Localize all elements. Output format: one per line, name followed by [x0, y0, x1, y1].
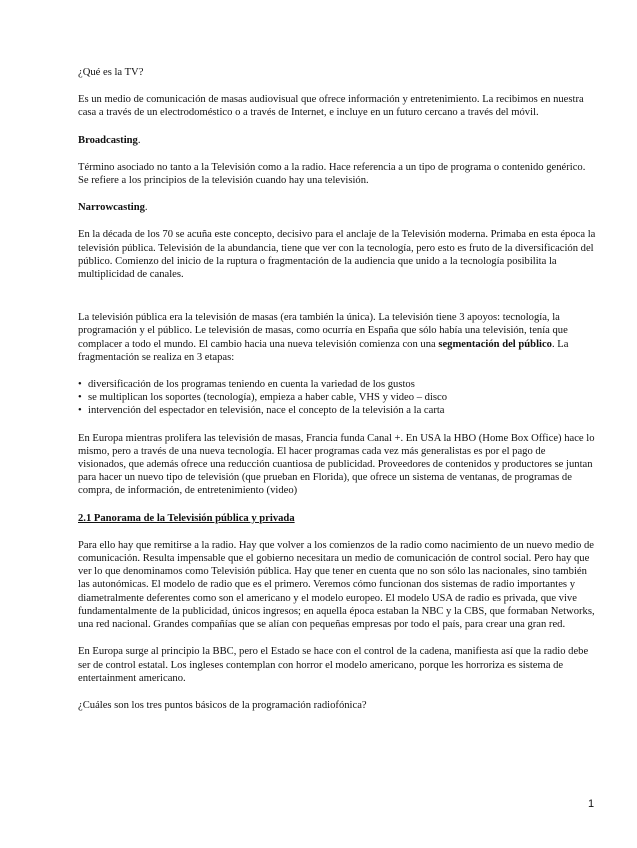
- bullet-icon: •: [78, 392, 82, 404]
- list-item: [78, 391, 596, 404]
- broadcasting-heading: [78, 134, 596, 147]
- list-item: [78, 404, 596, 417]
- broadcasting-paragraph: Término asociado no tanto a la Televisión como a la radio. Hace referencia a un tipo de programa o contenido genérico. Se refiere a los principios de la televisión cuando hay una televisión.: [78, 161, 586, 187]
- public-tv-paragraph: [78, 311, 596, 364]
- narrowcasting-title: Narrowcasting: [78, 202, 145, 214]
- stages-list: [78, 378, 596, 418]
- narrowcasting-paragraph: En la década de los 70 se acuña este concepto, decisivo para el anclaje de la Televisión moderna. Primaba en esta época la televisión pública. Televisión de la abundancia, tiene que ver con la tecnología, pero esto es fruto de la diversificación del público. Comienzo del inicio de la ruptura o fragmentación de la audiencia que unido a la tecnología posibilita la multiplicidad de canales.: [78, 229, 596, 281]
- narrowcasting-heading: [78, 201, 596, 214]
- list-item: [78, 378, 596, 391]
- list-item-text: se multiplican los soportes (tecnología), empieza a haber cable, VHS y video – disco: [88, 392, 448, 404]
- section-title: 2.1 Panorama de la Televisión pública y privada: [78, 512, 295, 524]
- public-tv-text-after: . La fragmentación se realiza en 3 etapas:: [78, 338, 569, 363]
- list-item-text: intervención del espectador en televisión, nace el concepto de la televisión a la carta: [88, 405, 445, 417]
- question-title: ¿Qué es la TV?: [78, 67, 144, 78]
- bullet-icon: •: [78, 379, 82, 391]
- section-paragraph-2: En Europa surge al principio la BBC, pero el Estado se hace con el control de la cadena, manifiesta así que la radio debe ser de control estatal. Los ingleses contemplan con horror el modelo americano, porque les horroriza es sistema de entertainment americano.: [78, 646, 589, 684]
- public-tv-bold-phrase: segmentación del público: [438, 338, 552, 350]
- section-paragraph-1: Para ello hay que remitirse a la radio. Hay que volver a los comienzos de la radio como nacimiento de un nuevo medio de comunicación. Resulta impensable que el gobierno necesitara un medio de comunicación de control social. Pero hay que ver lo que denominamos como Televisión pública. Hay que tener en cuenta que no son sólo las nacionales, sino también las autonómicas. El modelo de radio que es el primero. Veremos cómo funcionan dos sistemas de radio importantes y diametralmente deferentes como son el americano y el modelo europeo. El modelo USA de radio es privada, que vive fundamentalmente de la publicidad, únicos ingresos; en aquella época estaban la NBC y la CBS, que formaban Networks, una red nacional. Grandes compañías que se alían con pequeñas empresas por todo el país, para crear una gran red.: [78, 539, 595, 631]
- broadcasting-title-period: .: [137, 134, 141, 146]
- document-page: [78, 66, 596, 726]
- page-number: 1: [588, 798, 595, 810]
- narrowcasting-title-period: .: [144, 202, 148, 214]
- intro-paragraph: Es un medio de comunicación de masas audiovisual que ofrece información y entretenimiento. La recibimos en nuestra casa a través de un electrodoméstico o a través de Internet, e incluye en un futuro cercano a través del móvil.: [78, 94, 584, 119]
- spacer: [78, 295, 596, 311]
- list-item-text: diversificación de los programas teniendo en cuenta la variedad de los gustos: [88, 379, 415, 391]
- europe-usa-paragraph: En Europa mientras prolifera las televisión de masas, Francia funda Canal +. En USA la HBO (Home Box Office) hace lo mismo, pero a través de una nueva tecnología. El hacer programas cada vez más generalistas es por el pago de visionados, que además ofrece una reducción cuantiosa de publicidad. Proveedores de contenidos y productores se juntan para hacer un nuevo tipo de televisión (que prueban en Florida), que ofrece un sistema de ventanas, de programas de compra, de información, de entretenimiento (video): [78, 432, 595, 497]
- public-tv-text-before: La televisión pública era la televisión de masas (era también la única). La televisión tiene 3 apoyos: tecnología, la programación y el público. Le televisión de masas, como ocurría en España que sólo había una televisión, tenía que complacer a todo el mundo. El cambio hacia una nueva televisión comienza con una: [78, 312, 568, 350]
- section-question: ¿Cuáles son los tres puntos básicos de la programación radiofónica?: [78, 699, 367, 711]
- broadcasting-title: Broadcasting: [78, 134, 138, 146]
- bullet-icon: •: [78, 405, 82, 417]
